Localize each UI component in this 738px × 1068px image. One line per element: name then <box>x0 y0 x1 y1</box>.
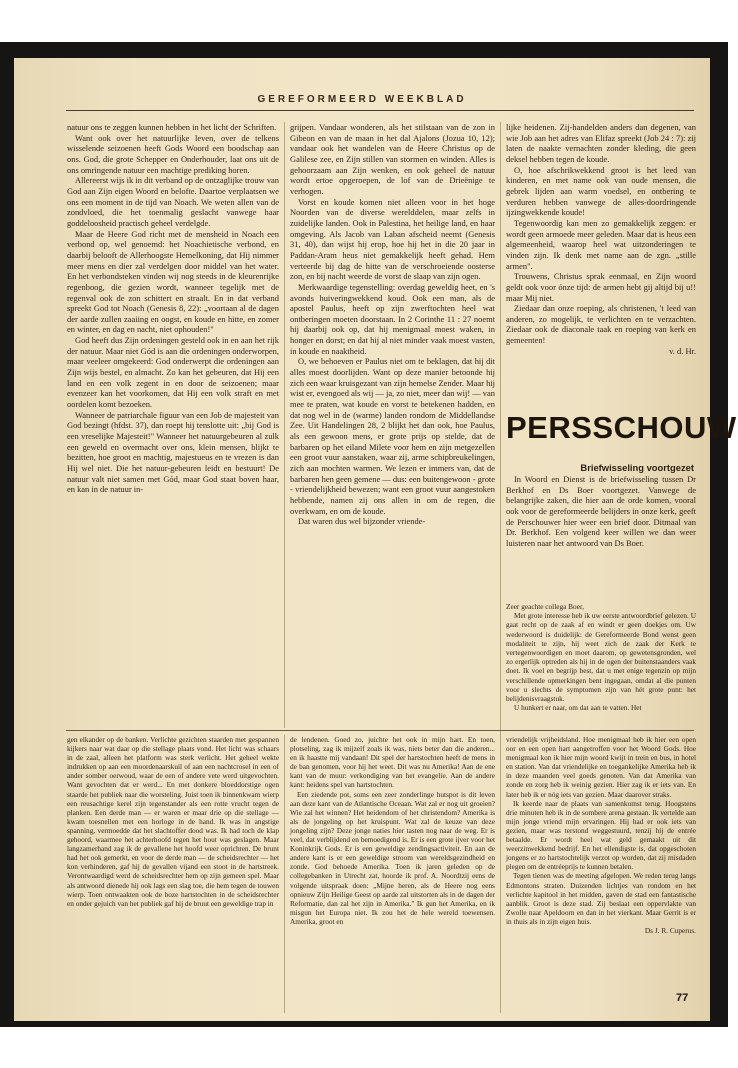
column-divider <box>284 735 285 1013</box>
travel-column-1 <box>67 735 279 1013</box>
paragraph: Allereerst wijs ik in dit verband op de ontzaglijke trouw van God aan Zijn eigen Woord en belofte. Daartoe verplaatsen we ons een moment in de tijd van Noach. We weten allen van de zondvloed, die het toenmalig geslacht vanwege haar goddeloosheid practisch geheel verdelgde. <box>67 175 279 228</box>
travel-column-2 <box>290 735 495 1013</box>
travel-column-3 <box>506 735 696 993</box>
author-signature: Ds J. R. Cuperus. <box>644 925 696 935</box>
page-number: 77 <box>676 992 689 1004</box>
paragraph: Vorst en koude komen niet alleen voor in het hoge Noorden van de diverse werelddelen, maar zelfs in zuidelijke landen. Ook in Palestina, het heilige land, en haar omgeving. Als Jacob van Laban afscheid neemt (Genesis 31, 40), dan wijst hij erop, hoe hij het in die 20 jaar in Paddan-Aram heus niet gemakkelijk heeft gehad. Hem verteerde bij dag de hitte van de verschroeiende oosterse zon, en bij nacht weerde de vorst de slaap van zijn ogen. <box>290 196 495 282</box>
paragraph: gen elkander op de banken. Verlichte gezichten staarden met gespannen kijkers naar wat daar op die stellage plaats vond. Het licht was schaars in de zaal, alleen het platform was sterk verlicht. Het geheel wekte indrukken op aan een moordenaarskuil of aan een nachtcrosel in een of ander somber oerwoud, waar de een of andere vete werd uitgevochten. Want gevochten dat er werd... En met donkere bloeddorstige ogen staarde het publiek naar die worsteling. Juist toen ik binnenkwam wierp een reusachtige kerel zijn tegenstander als een rotte vrucht tegen de planken. Een derde man — er waren er maar drie op die stellage — kwam toesnellen met een horloge in de hand. Ik was in angstige spanning, vermoedde dat het slachtoffer dood was. Ik had toch de klap gehoord, waarmee het achterhoofd tegen het hout was geslagen. Maar langzamerhand zag ik de gevallene het hoofd weer oprichten. De brunt had het ook gemerkt, en voor de derde man — de scheidsrechter — het kon verhinderen, gaf hij de gevallen vijand een stoot in de hartstreek. Verontwaardigd werd de scheidsrechter hem op zijn gemeen spel. Maar als antwoord dienede hij ook lags een slag toe, die hem tegen de touwen wierp. Toen ontwaakten ook de boze hartstochten in de scheidsrechter en onder gejuich van het publiek gaf hij de bruut een geweldige trap in <box>67 735 279 908</box>
persschouw-intro <box>506 474 696 591</box>
paragraph: Tegenwoordig kan men zo gemakkelijk zeggen: er wordt geen armoede meer geleden. Maar dat is heus een algemeenheid, waarop heel wat uitzonderingen te vinden zijn. Ik denk met name aan de zgn. „stille armen". <box>506 217 696 271</box>
paragraph: Trouwens, Christus sprak eenmaal, en Zijn woord geldt ook voor ónze tijd: de armen hebt gij altijd bij u!! maar Mij niet. <box>506 271 696 303</box>
section-rule <box>66 730 694 731</box>
paragraph: O, we behoeven er Paulus niet om te beklagen, dat hij dit alles moest doorlijden. Want op deze manier betoonde hij zich een waar kruisgezant van zijn hemelse Zender. Maar hij wist er, evengoed als wij — ja, zo niet, meer dan wij! — van mee te praten, wat koude en vorst te betekenen hadden, en dat nog wel in de (warme) landen rondom de Middellandse Zee. Uit Handelingen 28, 2 blijkt het dan ook, hoe Paulus, als een gewoon mens, er grote prijs op stelde, dat de barbaren op het eiland Milete voor hem en zijn metgezellen een groot vuur aanstaken, waar zij, arme schipbreukelingen, zich aan mochten warmen. We lezen er immers van, dat de barbaren hen geen gemene — dus: een buitengewoon - grote - vriendelijkheid bewezen; want een groot vuur aangestoken hebbende, namen zij ons allen in om de regen, die overkwam, en om de koude. <box>290 356 496 516</box>
paragraph: Een ziedende pot, soms een zeer zonderlinge hutspot is dit leven aan deze kant van de Atlantische Oceaan. Wat zal er nog uit groeien? Wie zal het winnen? Het heidendom of het christendom? Amerika is als de jongeling op het kruispunt. Wat zal de keuze van deze jongeling zijn? Deze jonge naties hier tasten nog naar de weg. Er is veel, dat verblijdend en bemoedigend is. Er is een grote ijver voor het Koninkrijk Gods. Er is een geweldige zendingsactiviteit. En aan de andere kant is er een geweldige stroom van wereldsgezindheid en zonde. God behoede Amerika. Toen ik jaren geleden op de collegebanken in Utrecht zat, hoorde ik prof. A. Noordtzij eens de volgende uitspraak doen: „Mijne heren, als de Heere nog eens opnieuw Zijn Heilige Geest op aarde zal uitstorten als in de dagen der Reformatie, dan zal het zijn in Amerika." Ik gun het Amerika, en ik misgun het Europa niet. Ik zou het de hele wereld toewensen. Amerika, groot en <box>290 789 495 926</box>
paragraph: Wanneer de patriarchale figuur van een Job de majesteit van God bezingt (hfdst. 37), dan roept hij tenslotte uit: „bij God is een vreselijke Majesteit!" Wanneer het natuurgebeuren al zulk een geweld en overmacht over ons, klein mensen, blijkt te bezitten, hoe groot en machtig, majestueus en te vrezen is dan Hij wel niet. Die het natuur-gebeuren leidt en bestuurt! De natuur valt niet samen met Gód, maar God staat boven haar, en kan in de natuur in- <box>67 409 279 495</box>
paragraph: natuur ons te zeggen kunnen hebben in het licht der Schriften. <box>67 122 277 132</box>
article-column-2 <box>290 122 495 727</box>
paragraph: vriendelijk vrijheidsland. Hoe menigmaal heb ik hier een open oor en een open hart aangetroffen voor het Woord Gods. Hoe menigmaal kon ik hier mijn woord kwijt in trein en bus, in hotel en station. Van dat vriendelijke en toegankelijke Amerika heb ik in deze maanden veel goeds genoten. Van dat Amerika van zonde en zorg heb ik weinig gezien. Hier zag ik er iets van. En later heb ik er nóg iets van gezien. Maar daarover straks. <box>506 735 696 799</box>
running-head: GEREFORMEERD WEEKBLAD <box>257 94 467 105</box>
column-divider <box>500 735 501 1013</box>
paragraph: Maar de Heere God richt met de mensheid in Noach een verbond op, wel genoemd: het Noachietische verbond, en daarbij belooft de Allerhoogste Hemelkoning, dat Hij nimmer meer mens en dier zal verdelgen door middel van het water. En het verbondsteken vinden wij nog steeds in de kleurenrijke regenboog, die gezien wordt, wanneer tegelijk met de regenval ook de zon schittert en straalt. En in dat verband spreekt God tot Noach (Genesis 8, 22): „voortaan al de dagen der aarde zullen zaaiing en oogst, en koude en hitte, en zomer en winter, en dag en nacht, niet ophouden!" <box>67 228 279 335</box>
paragraph: grijpen. Vandaar wonderen, als het stilstaan van de zon in Gibeon en van de maan in het dal Ajalons (Jozua 10, 12); vandaar ook het wandelen van de Heere Christus op de Galilese zee, en Zijn stillen van stormen en winden. Alles is gehoorzaam aan Zijn wenken, en ook geheel de natuur wordt ertoe opgeroepen, de lof van de Drieënige te verhogen. <box>290 122 495 196</box>
section-masthead: PERSSCHOUW <box>506 410 737 445</box>
paragraph: God heeft dus Zijn ordeningen gesteld ook in en aan het rijk der natuur. Maar niet Gód is aan die ordeningen onderworpen, maar veeleer omgekeerd: God onderwerpt die ordeningen aan Zijn wijs bestel, en almacht. Zo kan het gebeuren, dat Hij een land en een volk zegent in en door de seizoenen; maar evenzeer kan het voorkomen, dat Hij een volk straft en met oordelen komt bezoeken. <box>67 335 279 410</box>
column-divider <box>284 122 285 728</box>
header-rule <box>66 110 694 111</box>
paragraph: lijke heidenen. Zij-handelden anders dan degenen, van wie Job aan het adres van Elifaz spreekt (Job 24 : 7): zij laten de naakte vernachten zonder kleding, die geen deksel hebben tegen de koude. <box>506 122 696 164</box>
author-signature: v. d. Hr. <box>669 345 696 356</box>
paragraph: Tegen tienen was de meeting afgelopen. We reden terug langs Edmontons straten. Duizenden lichtjes van rondom en het verlichte kapitool in het midden, gaven de stad een fantastische aanblik. Groot is deze stad. Zij beslaat een oppervlakte van Zwolle naar Apeldoorn en dan in het vierkant. Maar Gerrit is er in thuis als in zijn eigen huis. <box>506 871 696 926</box>
paragraph: Dat waren dus wel bijzonder vriende- <box>298 516 426 527</box>
paragraph: Merkwaardige tegenstelling: overdag geweldig heet, en 's avonds huiveringwekkend koud. Ook een man, als de apostel Paulus, heeft op zijn zwerftochten heel wat ontberingen moeten doorstaan. In 2 Corinthe 11 : 27 noemt hij daarbij ook op, dat hij menigmaal moest waken, in honger en dorst; en dat hij al niet minder vaak moest vasten, in koude en naaktheid. <box>290 281 495 356</box>
section-subtitle: Briefwisseling voortgezet <box>580 462 694 473</box>
paragraph: Met grote interesse heb ik uw eerste antwoordbrief gelezen. U gaat recht op de zaak af en windt er geen doekjes om. Uw wederwoord is duidelijk: de Gereformeerde Bond wenst geen modaliteit te zijn, hij weet zich de zaak der Kerk te vertegenwoordigen en moet daarom, op gewetensgronden, wel zo ergerlijk optreden als hij in de ogen der buitenstaanders vaak doet. Ik voel en begrijp best, dat u met enige tegenzin op mijn verschillende opmerkingen bent ingegaan, omdat al die punten voor u slechts de symptomen zijn van hét grote punt: het belijdenisvraagstuk. <box>506 611 696 704</box>
paragraph: In Woord en Dienst is de briefwisseling tussen Dr Berkhof en Ds Boer voortgezet. Vanwege de belangrijke zaken, die hier aan de orde komen, vooral ook voor de gereformeerde belijders in onze kerk, geeft de Perschouwer hier weer een brief door. Ditmaal van Dr. Berkhof. Een volgend keer willen we dan weer luisteren naar het antwoord van Ds Boer. <box>506 474 696 548</box>
letter-column <box>506 602 696 727</box>
paragraph: Ziedaar dan onze roeping, als christenen, 't leed van anderen, zo mogelijk, te verlichten en te verzachten. Ziedaar ook de diaconale taak en roeping van kerk en gemeenten! <box>506 303 696 346</box>
paragraph: U hunkert er naar, om dat aan te vatten. Het <box>514 703 642 713</box>
letter-salutation: Zeer geachte collega Boer, <box>506 602 584 611</box>
article-column-1 <box>67 122 279 727</box>
paragraph: O, hoe afschrikwekkend groot is het leed van kinderen, en met name ook van oude mensen, die gebrek lijden aan warm voedsel, en ontbering te verduren hebben vanwege de alles-doordringende ijzingwekkende koude! <box>506 164 696 218</box>
paragraph: Want ook over het natuurlijke leven, over de telkens wisselende seizoenen heeft Gods Woord een boodschap aan ons. God, die grote Schepper en Onderhouder, laat ons uit de ons omringende natuur een machtige prediking horen. <box>67 132 279 175</box>
paragraph: de lendenen. Goed zo, juichte het ook in mijn hart. En toen, plotseling, zag ik mijzelf zoals ik was, niets beter dan die anderen... en ik haastte mij vandaan! Dit spel der hartstochten heeft de mens in de ban genomen, voor hij het weet. Dit was nu Amerika! Aan de ene kant van de muur: verkondiging van het evangelie. Aan de andere kant: heidens spel van hartstochten. <box>290 735 495 790</box>
article-column-3 <box>506 122 696 397</box>
magazine-page <box>14 58 737 1021</box>
paragraph: Ik keerde naar de plaats van samenkomst terug. Hoogstens drie minuten heb ik in de sombere arena gestaan. Ik vertelde aan mijn jonge vriend mijn ervaringen. Hij had er ook iets van gezien, maar was terstond weggestuurd, tenzij hij de entrée betaalde. Er wordt heel wat geld gemaakt uit dit weerzinwekkend bedrijf. En het ellendigste is, dat opgeschoten jongens er zo hartstochtelijk verzot op worden, dat zij misdaden plegen om de entréeprijs te kunnen betalen. <box>506 798 696 872</box>
